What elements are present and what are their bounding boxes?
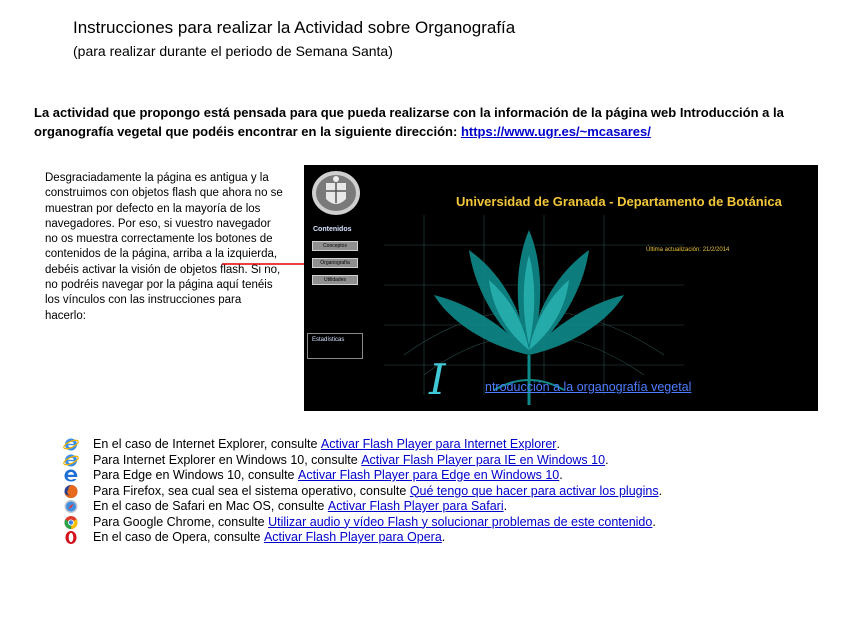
- firefox-icon: [62, 484, 80, 499]
- flash-note: Desgraciadamente la página es antigua y la construimos con objetos flash que ahora no se muestran por defecto en la mayoría de los navegadores. Por eso, si vuestro navegador no os muestra correctamente los botones de contenidos de la página, arriba a la izquierda, debéis activar la visión de objetos flash. Si no, no podréis navegar por la página aquí tenéis los vínculos con las instrucciones para hacerlo:: [45, 172, 283, 322]
- btn-conceptos: Conceptos: [312, 241, 358, 251]
- list-item: [62, 437, 662, 453]
- browser-text: Para Edge en Windows 10, consulte: [93, 468, 298, 482]
- list-punct: .: [658, 483, 663, 498]
- browser-text: En el caso de Safari en Mac OS, consulte: [93, 499, 328, 513]
- list-item: [62, 499, 662, 515]
- intro-paragraph: [34, 103, 834, 141]
- browser-list: [62, 437, 662, 546]
- browser-text: En el caso de Opera, consulte: [93, 530, 264, 544]
- stats-box: Estadísticas: [307, 333, 363, 359]
- page-title: Instrucciones para realizar la Actividad sobre Organografía: [73, 18, 516, 37]
- university-seal-icon: [310, 169, 362, 217]
- website-screenshot: [304, 165, 818, 411]
- ugr-link[interactable]: https://www.ugr.es/~mcasares/: [460, 124, 651, 139]
- list-punct: .: [503, 499, 508, 513]
- internet-explorer-icon: [62, 437, 80, 452]
- list-punct: .: [605, 452, 609, 467]
- list-item: [62, 484, 662, 500]
- list-punct: .: [652, 514, 656, 529]
- browser-text: Para Firefox, sea cual sea el sistema operativo, consulte: [93, 483, 410, 498]
- list-item: [62, 530, 662, 546]
- internet-explorer-icon: [62, 453, 80, 468]
- organografia-link: ntroducción a la organografía vegetal: [485, 380, 692, 394]
- list-item: [62, 453, 662, 469]
- safari-icon: [62, 499, 80, 514]
- big-initial: I: [429, 355, 446, 404]
- browser-text: Para Internet Explorer en Windows 10, consulte: [93, 452, 362, 467]
- ie-win10-flash-link[interactable]: Activar Flash Player para IE en Windows 10: [361, 452, 606, 467]
- browser-text: En el caso de Internet Explorer, consulte: [93, 437, 321, 451]
- last-update: Última actualización: 21/2/2014: [646, 247, 730, 253]
- browser-text: Para Google Chrome, consulte: [93, 514, 269, 529]
- contents-label: Contenidos: [313, 226, 352, 233]
- chrome-icon: [62, 515, 80, 530]
- opera-flash-link[interactable]: Activar Flash Player para Opera: [263, 530, 442, 544]
- flower-illustration: [364, 205, 694, 405]
- site-title: Universidad de Granada - Departamento de Botánica: [456, 194, 782, 209]
- opera-icon: [62, 530, 80, 545]
- page-subtitle: (para realizar durante el periodo de Semana Santa): [73, 43, 393, 59]
- safari-flash-link[interactable]: Activar Flash Player para Safari: [327, 499, 504, 513]
- btn-utilidades: Utilidades: [312, 275, 358, 285]
- pointer-arrow-icon: [222, 258, 312, 270]
- edge-icon: [62, 468, 80, 483]
- btn-organografia: Organografía: [312, 258, 358, 268]
- list-punct: .: [559, 468, 563, 482]
- firefox-plugins-link[interactable]: Qué tengo que hacer para activar los plugins: [409, 483, 659, 498]
- intro-text: La actividad que propongo está pensada para que pueda realizarse con la información de la página web Introducción a la organografía vegetal que podéis encontrar en la siguiente dirección:: [34, 105, 784, 139]
- edge-flash-link[interactable]: Activar Flash Player para Edge en Windows 10: [297, 468, 560, 482]
- ie-flash-link[interactable]: Activar Flash Player para Internet Explorer: [320, 437, 557, 451]
- list-item: [62, 468, 662, 484]
- list-punct: .: [441, 530, 446, 544]
- chrome-flash-link[interactable]: Utilizar audio y vídeo Flash y solucionar problemas de este contenido: [268, 514, 653, 529]
- list-item: [62, 515, 662, 531]
- list-punct: .: [556, 437, 560, 451]
